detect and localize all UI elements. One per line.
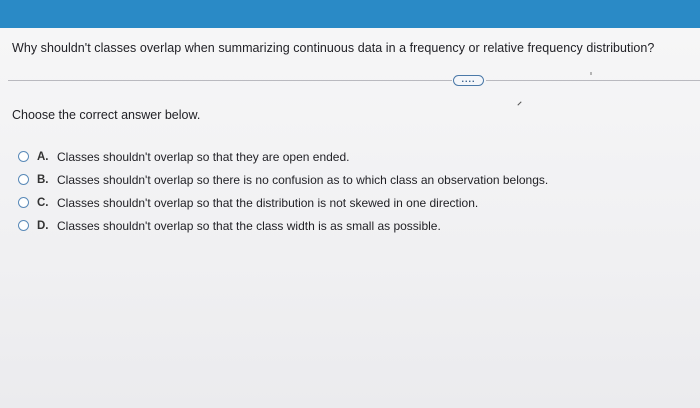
answer-prompt: Choose the correct answer below. (12, 108, 201, 122)
speck (590, 72, 592, 75)
radio-button-c[interactable] (18, 197, 29, 208)
choice-c[interactable] (18, 191, 548, 214)
choice-text: Classes shouldn't overlap so that they are open ended. (57, 149, 350, 164)
choice-text: Classes shouldn't overlap so there is no confusion as to which class an observation belongs. (57, 172, 549, 187)
choice-text: Classes shouldn't overlap so that the class width is as small as possible. (57, 218, 441, 233)
radio-button-b[interactable] (18, 174, 29, 185)
question-text: Why shouldn't classes overlap when summarizing continuous data in a frequency or relative frequency distribution? (12, 41, 655, 55)
choice-text: Classes shouldn't overlap so that the distribution is not skewed in one direction. (57, 195, 479, 210)
mouse-cursor-mark (517, 101, 521, 105)
radio-button-a[interactable] (18, 151, 29, 162)
choice-b[interactable] (18, 168, 548, 191)
radio-button-d[interactable] (18, 220, 29, 231)
choice-letter: D. (37, 219, 49, 232)
choice-d[interactable] (18, 214, 548, 237)
choice-letter: B. (37, 173, 49, 186)
choice-a[interactable] (18, 145, 548, 168)
expand-button[interactable]: .... (453, 75, 484, 86)
choice-letter: C. (37, 196, 49, 209)
choice-letter: A. (37, 150, 49, 163)
question-card (0, 28, 700, 408)
divider (486, 80, 700, 81)
divider (8, 80, 452, 81)
answer-choices (18, 145, 548, 237)
header-bar (0, 0, 700, 28)
